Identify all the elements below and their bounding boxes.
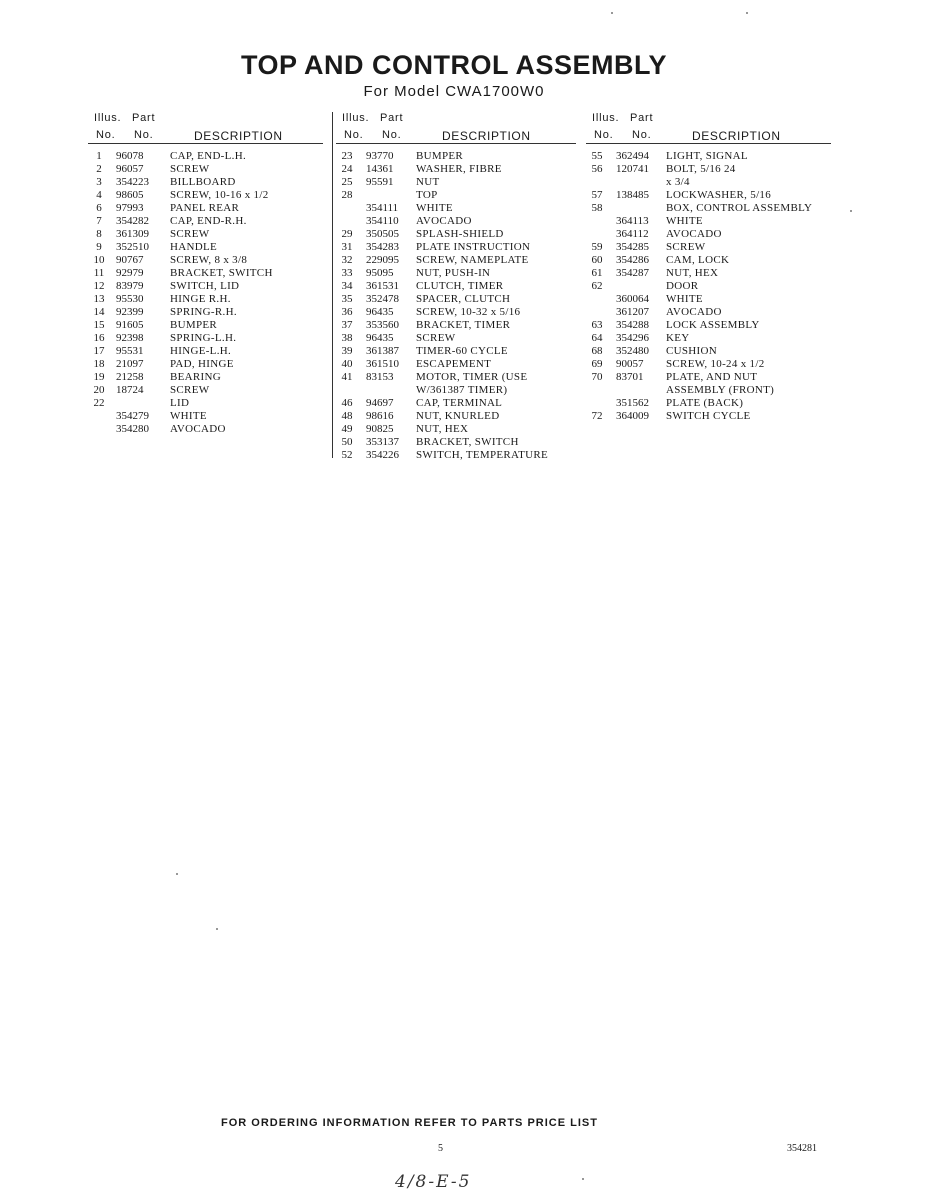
part-description: BUMPER	[170, 319, 218, 331]
parts-row	[88, 306, 323, 319]
part-number: 364113	[616, 215, 649, 227]
part-number: 96057	[116, 163, 144, 175]
part-number: 120741	[616, 163, 649, 175]
part-description: SCREW, 10-32 x 5/16	[416, 306, 521, 318]
parts-row	[88, 241, 323, 254]
illus-number: 48	[341, 410, 353, 422]
header-part: Part	[132, 112, 156, 124]
part-description: AVOCADO	[666, 306, 722, 318]
part-number: 354296	[616, 332, 649, 344]
parts-row	[586, 345, 831, 358]
parts-rows	[88, 150, 323, 436]
illus-number: 38	[341, 332, 353, 344]
part-number: 354285	[616, 241, 649, 253]
parts-row	[336, 410, 576, 423]
header-illus: Illus.	[94, 112, 122, 124]
part-description: ESCAPEMENT	[416, 358, 492, 370]
part-description: BOLT, 5/16 24	[666, 163, 736, 175]
illus-number: 18	[93, 358, 105, 370]
part-description: W/361387 TIMER)	[416, 384, 508, 396]
ordering-note: FOR ORDERING INFORMATION REFER TO PARTS PRICE LIST	[221, 1117, 598, 1129]
part-description: SPACER, CLUTCH	[416, 293, 511, 305]
illus-number: 36	[341, 306, 353, 318]
part-number: 361510	[366, 358, 399, 370]
illus-number: 39	[341, 345, 353, 357]
part-number: 354282	[116, 215, 149, 227]
part-number: 364112	[616, 228, 649, 240]
part-description: TOP	[416, 189, 438, 201]
part-number: 354288	[616, 319, 649, 331]
parts-row	[586, 163, 831, 176]
illus-number: 57	[591, 189, 603, 201]
parts-row	[88, 332, 323, 345]
header-illus: Illus.	[342, 112, 370, 124]
part-number: 351562	[616, 397, 649, 409]
header-description: DESCRIPTION	[194, 129, 283, 143]
illus-number: 9	[96, 241, 102, 253]
illus-number: 31	[341, 241, 353, 253]
part-description: AVOCADO	[666, 228, 722, 240]
part-number: 353137	[366, 436, 399, 448]
parts-row	[586, 189, 831, 202]
parts-column-1	[88, 110, 323, 436]
parts-row	[336, 189, 576, 202]
scan-speck	[216, 928, 218, 930]
parts-row	[586, 358, 831, 371]
parts-row	[586, 241, 831, 254]
parts-row	[336, 202, 576, 215]
part-number: 96078	[116, 150, 144, 162]
part-description: CAM, LOCK	[666, 254, 730, 266]
illus-number: 8	[96, 228, 102, 240]
header-rule	[88, 143, 323, 144]
part-number: 95530	[116, 293, 144, 305]
parts-row	[336, 215, 576, 228]
parts-row	[336, 319, 576, 332]
parts-row	[88, 410, 323, 423]
illus-number: 56	[591, 163, 603, 175]
part-number: 229095	[366, 254, 399, 266]
part-description: CAP, END-R.H.	[170, 215, 247, 227]
part-description: TIMER-60 CYCLE	[416, 345, 508, 357]
illus-number: 64	[591, 332, 603, 344]
part-description: NUT, HEX	[416, 423, 469, 435]
part-number: 83979	[116, 280, 144, 292]
illus-number: 55	[591, 150, 603, 162]
illus-number: 25	[341, 176, 353, 188]
illus-number: 13	[93, 293, 105, 305]
part-description: SWITCH, LID	[170, 280, 240, 292]
part-number: 97993	[116, 202, 144, 214]
part-description: HINGE R.H.	[170, 293, 231, 305]
part-description: SPLASH-SHIELD	[416, 228, 504, 240]
part-description: WHITE	[666, 215, 703, 227]
parts-row	[336, 293, 576, 306]
scan-speck	[611, 12, 613, 14]
part-number: 95591	[366, 176, 394, 188]
part-description: SCREW, 10-16 x 1/2	[170, 189, 269, 201]
illus-number: 70	[591, 371, 603, 383]
illus-number: 22	[93, 397, 105, 409]
part-number: 92398	[116, 332, 144, 344]
part-number: 360064	[616, 293, 649, 305]
column-header	[88, 110, 323, 143]
illus-number: 2	[96, 163, 102, 175]
parts-row	[586, 384, 831, 397]
parts-row	[336, 384, 576, 397]
parts-row	[88, 280, 323, 293]
part-description: LIGHT, SIGNAL	[666, 150, 748, 162]
parts-row	[586, 332, 831, 345]
illus-number: 60	[591, 254, 603, 266]
part-description: SCREW	[416, 332, 456, 344]
part-number: 353560	[366, 319, 399, 331]
page-title: TOP AND CONTROL ASSEMBLY	[240, 50, 668, 80]
illus-number: 35	[341, 293, 353, 305]
parts-row	[88, 254, 323, 267]
part-number: 364009	[616, 410, 649, 422]
part-description: MOTOR, TIMER (USE	[416, 371, 528, 383]
parts-row	[586, 215, 831, 228]
part-description: WHITE	[666, 293, 703, 305]
model-subtitle: For Model CWA1700W0	[363, 83, 545, 100]
part-number: 354279	[116, 410, 149, 422]
header-part: Part	[380, 112, 404, 124]
part-number: 354286	[616, 254, 649, 266]
parts-row	[586, 319, 831, 332]
part-description: KEY	[666, 332, 690, 344]
part-number: 18724	[116, 384, 144, 396]
illus-number: 14	[93, 306, 105, 318]
parts-row	[336, 306, 576, 319]
part-description: LOCK ASSEMBLY	[666, 319, 760, 331]
header-part: Part	[630, 112, 654, 124]
part-description: AVOCADO	[170, 423, 226, 435]
part-description: HANDLE	[170, 241, 218, 253]
illus-number: 50	[341, 436, 353, 448]
illus-number: 3	[96, 176, 102, 188]
parts-row	[88, 293, 323, 306]
parts-row	[586, 293, 831, 306]
part-description: BEARING	[170, 371, 221, 383]
part-description: PAD, HINGE	[170, 358, 234, 370]
part-number: 90057	[616, 358, 644, 370]
part-number: 138485	[616, 189, 649, 201]
illus-number: 62	[591, 280, 603, 292]
part-number: 21258	[116, 371, 144, 383]
header-illus-no: No.	[96, 129, 116, 141]
illus-number: 1	[96, 150, 102, 162]
part-description: CUSHION	[666, 345, 717, 357]
parts-row	[586, 371, 831, 384]
part-description: AVOCADO	[416, 215, 472, 227]
parts-row	[88, 150, 323, 163]
part-description: SWITCH, TEMPERATURE	[416, 449, 549, 461]
parts-row	[336, 150, 576, 163]
illus-number: 37	[341, 319, 353, 331]
scan-speck	[746, 12, 748, 14]
illus-number: 46	[341, 397, 353, 409]
header-rule	[586, 143, 831, 144]
part-description: SCREW, 8 x 3/8	[170, 254, 248, 266]
illus-number: 16	[93, 332, 105, 344]
part-description: BRACKET, TIMER	[416, 319, 511, 331]
parts-row	[336, 358, 576, 371]
parts-row	[336, 449, 576, 462]
parts-row	[586, 306, 831, 319]
illus-number: 12	[93, 280, 105, 292]
parts-row	[586, 410, 831, 423]
parts-row	[88, 267, 323, 280]
illus-number: 68	[591, 345, 603, 357]
part-number: 95095	[366, 267, 394, 279]
part-number: 93770	[366, 150, 394, 162]
parts-row	[586, 280, 831, 293]
scan-speck	[582, 1178, 584, 1180]
part-number: 95531	[116, 345, 144, 357]
scan-speck	[176, 873, 178, 875]
illus-number: 23	[341, 150, 353, 162]
part-number: 352480	[616, 345, 649, 357]
illus-number: 49	[341, 423, 353, 435]
parts-row	[88, 215, 323, 228]
parts-row	[336, 436, 576, 449]
illus-number: 63	[591, 319, 603, 331]
part-description: BUMPER	[416, 150, 464, 162]
part-number: 98616	[366, 410, 394, 422]
illus-number: 29	[341, 228, 353, 240]
illus-number: 59	[591, 241, 603, 253]
illus-number: 6	[96, 202, 102, 214]
part-description: HINGE-L.H.	[170, 345, 232, 357]
parts-row	[88, 345, 323, 358]
handwritten-note: 4/8-E-5	[395, 1172, 472, 1192]
illus-number: 10	[93, 254, 105, 266]
part-description: PANEL REAR	[170, 202, 240, 214]
part-number: 83153	[366, 371, 394, 383]
part-number: 354287	[616, 267, 649, 279]
parts-row	[586, 228, 831, 241]
parts-row	[336, 397, 576, 410]
part-description: PLATE (BACK)	[666, 397, 744, 409]
header-rule	[336, 143, 576, 144]
part-number: 362494	[616, 150, 649, 162]
part-description: SCREW	[170, 384, 210, 396]
part-description: BILLBOARD	[170, 176, 236, 188]
part-description: BOX, CONTROL ASSEMBLY	[666, 202, 813, 214]
illus-number: 32	[341, 254, 353, 266]
parts-column-2	[336, 110, 576, 462]
illus-number: 15	[93, 319, 105, 331]
part-description: SCREW	[170, 228, 210, 240]
illus-number: 33	[341, 267, 353, 279]
parts-row	[88, 423, 323, 436]
illus-number: 61	[591, 267, 603, 279]
illus-number: 41	[341, 371, 353, 383]
part-description: NUT, KNURLED	[416, 410, 500, 422]
column-header	[336, 110, 576, 143]
column-header	[586, 110, 831, 143]
part-description: CLUTCH, TIMER	[416, 280, 504, 292]
parts-row	[88, 228, 323, 241]
part-description: NUT, HEX	[666, 267, 719, 279]
parts-row	[336, 267, 576, 280]
part-description: WHITE	[416, 202, 453, 214]
part-number: 94697	[366, 397, 394, 409]
parts-row	[336, 280, 576, 293]
illus-number: 52	[341, 449, 353, 461]
part-description: SPRING-L.H.	[170, 332, 237, 344]
part-description: LOCKWASHER, 5/16	[666, 189, 772, 201]
part-description: DOOR	[666, 280, 699, 292]
parts-row	[586, 202, 831, 215]
parts-row	[336, 423, 576, 436]
part-number: 98605	[116, 189, 144, 201]
parts-row	[586, 150, 831, 163]
part-description: SCREW	[170, 163, 210, 175]
part-number: 21097	[116, 358, 144, 370]
parts-row	[88, 384, 323, 397]
parts-row	[88, 202, 323, 215]
parts-row	[88, 319, 323, 332]
part-number: 92399	[116, 306, 144, 318]
part-number: 361387	[366, 345, 399, 357]
part-description: x 3/4	[666, 176, 690, 188]
part-number: 96435	[366, 332, 394, 344]
illus-number: 58	[591, 202, 603, 214]
part-number: 361531	[366, 280, 399, 292]
part-number: 83701	[616, 371, 644, 383]
parts-row	[586, 176, 831, 189]
parts-row	[336, 176, 576, 189]
parts-row	[336, 228, 576, 241]
illus-number: 40	[341, 358, 353, 370]
part-number: 90767	[116, 254, 144, 266]
part-number: 91605	[116, 319, 144, 331]
illus-number: 34	[341, 280, 353, 292]
part-description: PLATE INSTRUCTION	[416, 241, 531, 253]
illus-number: 11	[93, 267, 105, 279]
illus-number: 7	[96, 215, 102, 227]
illus-number: 72	[591, 410, 603, 422]
parts-row	[586, 267, 831, 280]
part-description: CAP, END-L.H.	[170, 150, 247, 162]
parts-row	[88, 397, 323, 410]
column-divider	[332, 112, 333, 458]
parts-row	[88, 176, 323, 189]
parts-row	[586, 254, 831, 267]
part-description: SCREW, 10-24 x 1/2	[666, 358, 765, 370]
header-part-no: No.	[382, 129, 402, 141]
part-description: SWITCH CYCLE	[666, 410, 751, 422]
illus-number: 69	[591, 358, 603, 370]
parts-row	[336, 345, 576, 358]
header-illus-no: No.	[344, 129, 364, 141]
page-number: 5	[438, 1143, 443, 1154]
part-description: SCREW, NAMEPLATE	[416, 254, 529, 266]
part-number: 14361	[366, 163, 394, 175]
illus-number: 4	[96, 189, 102, 201]
header-description: DESCRIPTION	[442, 129, 531, 143]
header-part-no: No.	[632, 129, 652, 141]
part-number: 90825	[366, 423, 394, 435]
header-illus: Illus.	[592, 112, 620, 124]
part-description: CAP, TERMINAL	[416, 397, 503, 409]
illus-number: 28	[341, 189, 353, 201]
parts-row	[336, 371, 576, 384]
parts-row	[586, 397, 831, 410]
part-number: 354110	[366, 215, 399, 227]
part-description: SCREW	[666, 241, 706, 253]
part-description: NUT, PUSH-IN	[416, 267, 491, 279]
part-number: 354283	[366, 241, 399, 253]
part-number: 354280	[116, 423, 149, 435]
parts-rows	[586, 150, 831, 423]
part-number: 352510	[116, 241, 149, 253]
part-number: 361207	[616, 306, 649, 318]
parts-row	[88, 371, 323, 384]
part-description: NUT	[416, 176, 440, 188]
part-description: BRACKET, SWITCH	[170, 267, 273, 279]
parts-row	[88, 163, 323, 176]
part-number: 96435	[366, 306, 394, 318]
scan-speck	[850, 210, 852, 212]
part-description: SPRING-R.H.	[170, 306, 237, 318]
illus-number: 24	[341, 163, 353, 175]
header-illus-no: No.	[594, 129, 614, 141]
part-number: 92979	[116, 267, 144, 279]
part-number: 354226	[366, 449, 399, 461]
part-number: 352478	[366, 293, 399, 305]
illus-number: 19	[93, 371, 105, 383]
parts-row	[88, 189, 323, 202]
part-description: ASSEMBLY (FRONT)	[666, 384, 775, 396]
parts-column-3	[586, 110, 831, 423]
part-description: LID	[170, 397, 190, 409]
part-description: WASHER, FIBRE	[416, 163, 502, 175]
parts-row	[336, 254, 576, 267]
document-number: 354281	[787, 1143, 817, 1154]
parts-row	[336, 241, 576, 254]
illus-number: 17	[93, 345, 105, 357]
part-description: PLATE, AND NUT	[666, 371, 758, 383]
parts-rows	[336, 150, 576, 462]
part-number: 361309	[116, 228, 149, 240]
parts-row	[336, 332, 576, 345]
illus-number: 20	[93, 384, 105, 396]
part-number: 350505	[366, 228, 399, 240]
part-number: 354223	[116, 176, 149, 188]
header-part-no: No.	[134, 129, 154, 141]
parts-row	[336, 163, 576, 176]
part-description: WHITE	[170, 410, 207, 422]
header-description: DESCRIPTION	[692, 129, 781, 143]
part-number: 354111	[366, 202, 399, 214]
part-description: BRACKET, SWITCH	[416, 436, 519, 448]
parts-row	[88, 358, 323, 371]
